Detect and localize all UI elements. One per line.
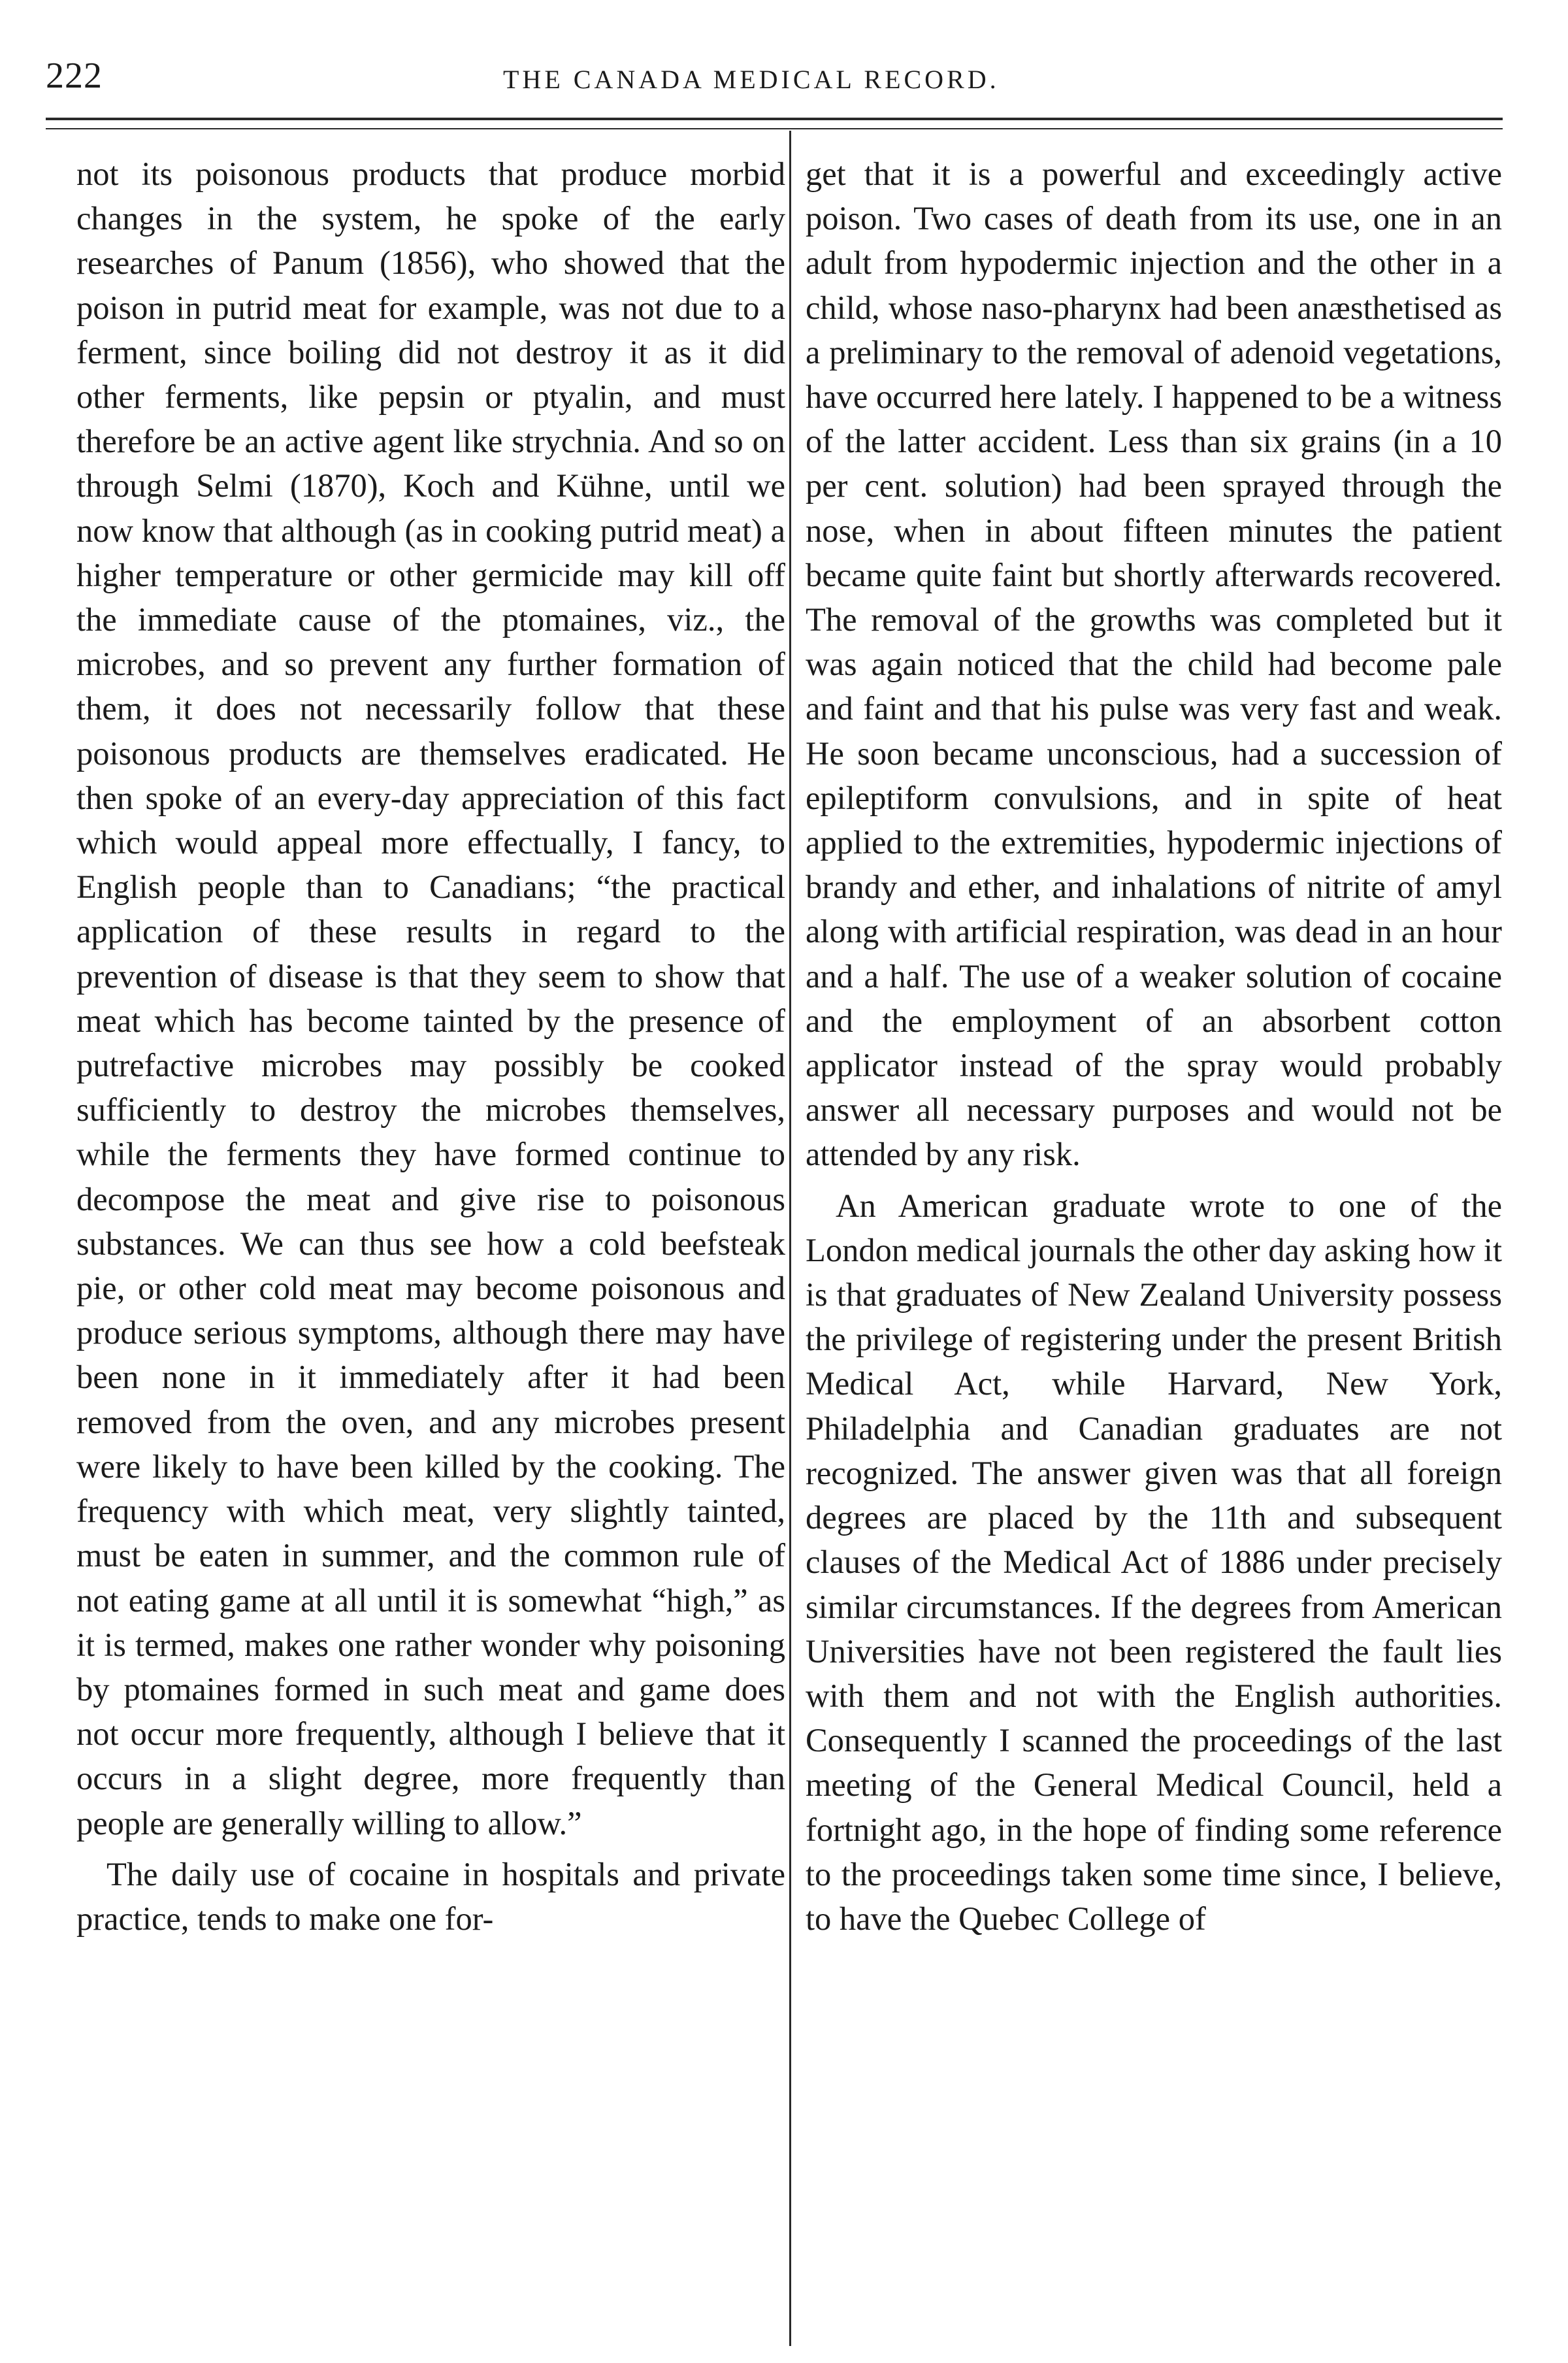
running-head (46, 55, 1503, 107)
right-paragraph-graduates: An American graduate wrote to one of the London medical journals the other day asking how it is that graduates of New Zealand University possess the privilege of registering under the present British Medical Act, while Harvard, New York, Philadelphia and Canadian graduates are not recognized. The answer given was that all foreign degrees are placed by the 11th and subsequent clauses of the Medical Act of 1886 under precisely similar circumstances. If the degrees from American Universities have not been registered the fault lies with them and not with the English authorities. Consequently I scanned the proceedings of the last meeting of the General Medical Council, held a fortnight ago, in the hope of finding some reference to the proceedings taken some time since, I believe, to have the Quebec College of (806, 1187, 1502, 1937)
left-column (76, 152, 785, 1941)
header-rule-thin (46, 128, 1503, 129)
header-rule (46, 118, 1503, 120)
page-number: 222 (46, 56, 103, 96)
journal-title: THE CANADA MEDICAL RECORD. (503, 65, 1000, 94)
left-paragraph-ptomaines: not its poisonous products that produce morbid changes in the system, he spoke of the early researches of Panum (1856), who showed that the poison in putrid meat for example, was not due to a ferment, since boiling did not destroy it as it did other ferments, like pepsin or ptyalin, and must therefore be an active agent like strychnia. And so on through Selmi (1870), Koch and Kühne, until we now know that although (as in cooking putrid meat) a higher temperature or other germicide may kill off the immediate cause of the ptomaines, viz., the microbes, and so prevent any further formation of them, it does not necessarily follow that these poisonous products are themselves eradicated. He then spoke of an every-day appreciation of this fact which would appeal more effectually, I fancy, to English people than to Canadians; “the practical application of these results in regard to the prevention of disease is that they seem to show that meat which has become tainted by the presence of putrefactive microbes may possibly be cooked sufficiently to destroy the microbes themselves, while the ferments they have formed continue to decompose the meat and give rise to poisonous substances. We can thus see how a cold beefsteak pie, or other cold meat may become poisonous and produce serious symptoms, although there may have been none in it immediately after it had been removed from the oven, and any microbes present were likely to have been killed by the cooking. The frequency with which meat, very slightly tainted, must be eaten in summer, and the common rule of not eating game at all until it is somewhat “high,” as it is termed, makes one rather wonder why poisoning by ptomaines formed in such meat and game does not occur more frequently, although I believe that it occurs in a slight degree, more frequently than people are generally willing to allow.” (76, 156, 785, 1842)
right-column (806, 152, 1502, 1941)
left-paragraph-cocaine: The daily use of cocaine in hospitals and private practice, tends to make one for- (76, 1855, 785, 1937)
right-paragraph-cocaine-death: get that it is a powerful and exceedingly active poison. Two cases of death from its use, one in an adult from hypodermic injection and the other in a child, whose naso-pharynx had been anæsthetised as a preliminary to the removal of adenoid vegetations, have occurred here lately. I happened to be a witness of the latter accident. Less than six grains (in a 10 per cent. solution) had been sprayed through the nose, when in about fifteen minutes the patient became quite faint but shortly afterwards recovered. The removal of the growths was completed but it was again noticed that the child had become pale and faint and that his pulse was very fast and weak. He soon became unconscious, had a succession of epileptiform convulsions, and in spite of heat applied to the extremities, hypodermic injections of brandy and ether, and inhalations of nitrite of amyl along with artificial respiration, was dead in an hour and a half. The use of a weaker solution of cocaine and the employment of an absorbent cotton applicator instead of the spray would probably answer all necessary purposes and would not be attended by any risk. (806, 156, 1502, 1173)
column-divider (789, 131, 791, 2346)
